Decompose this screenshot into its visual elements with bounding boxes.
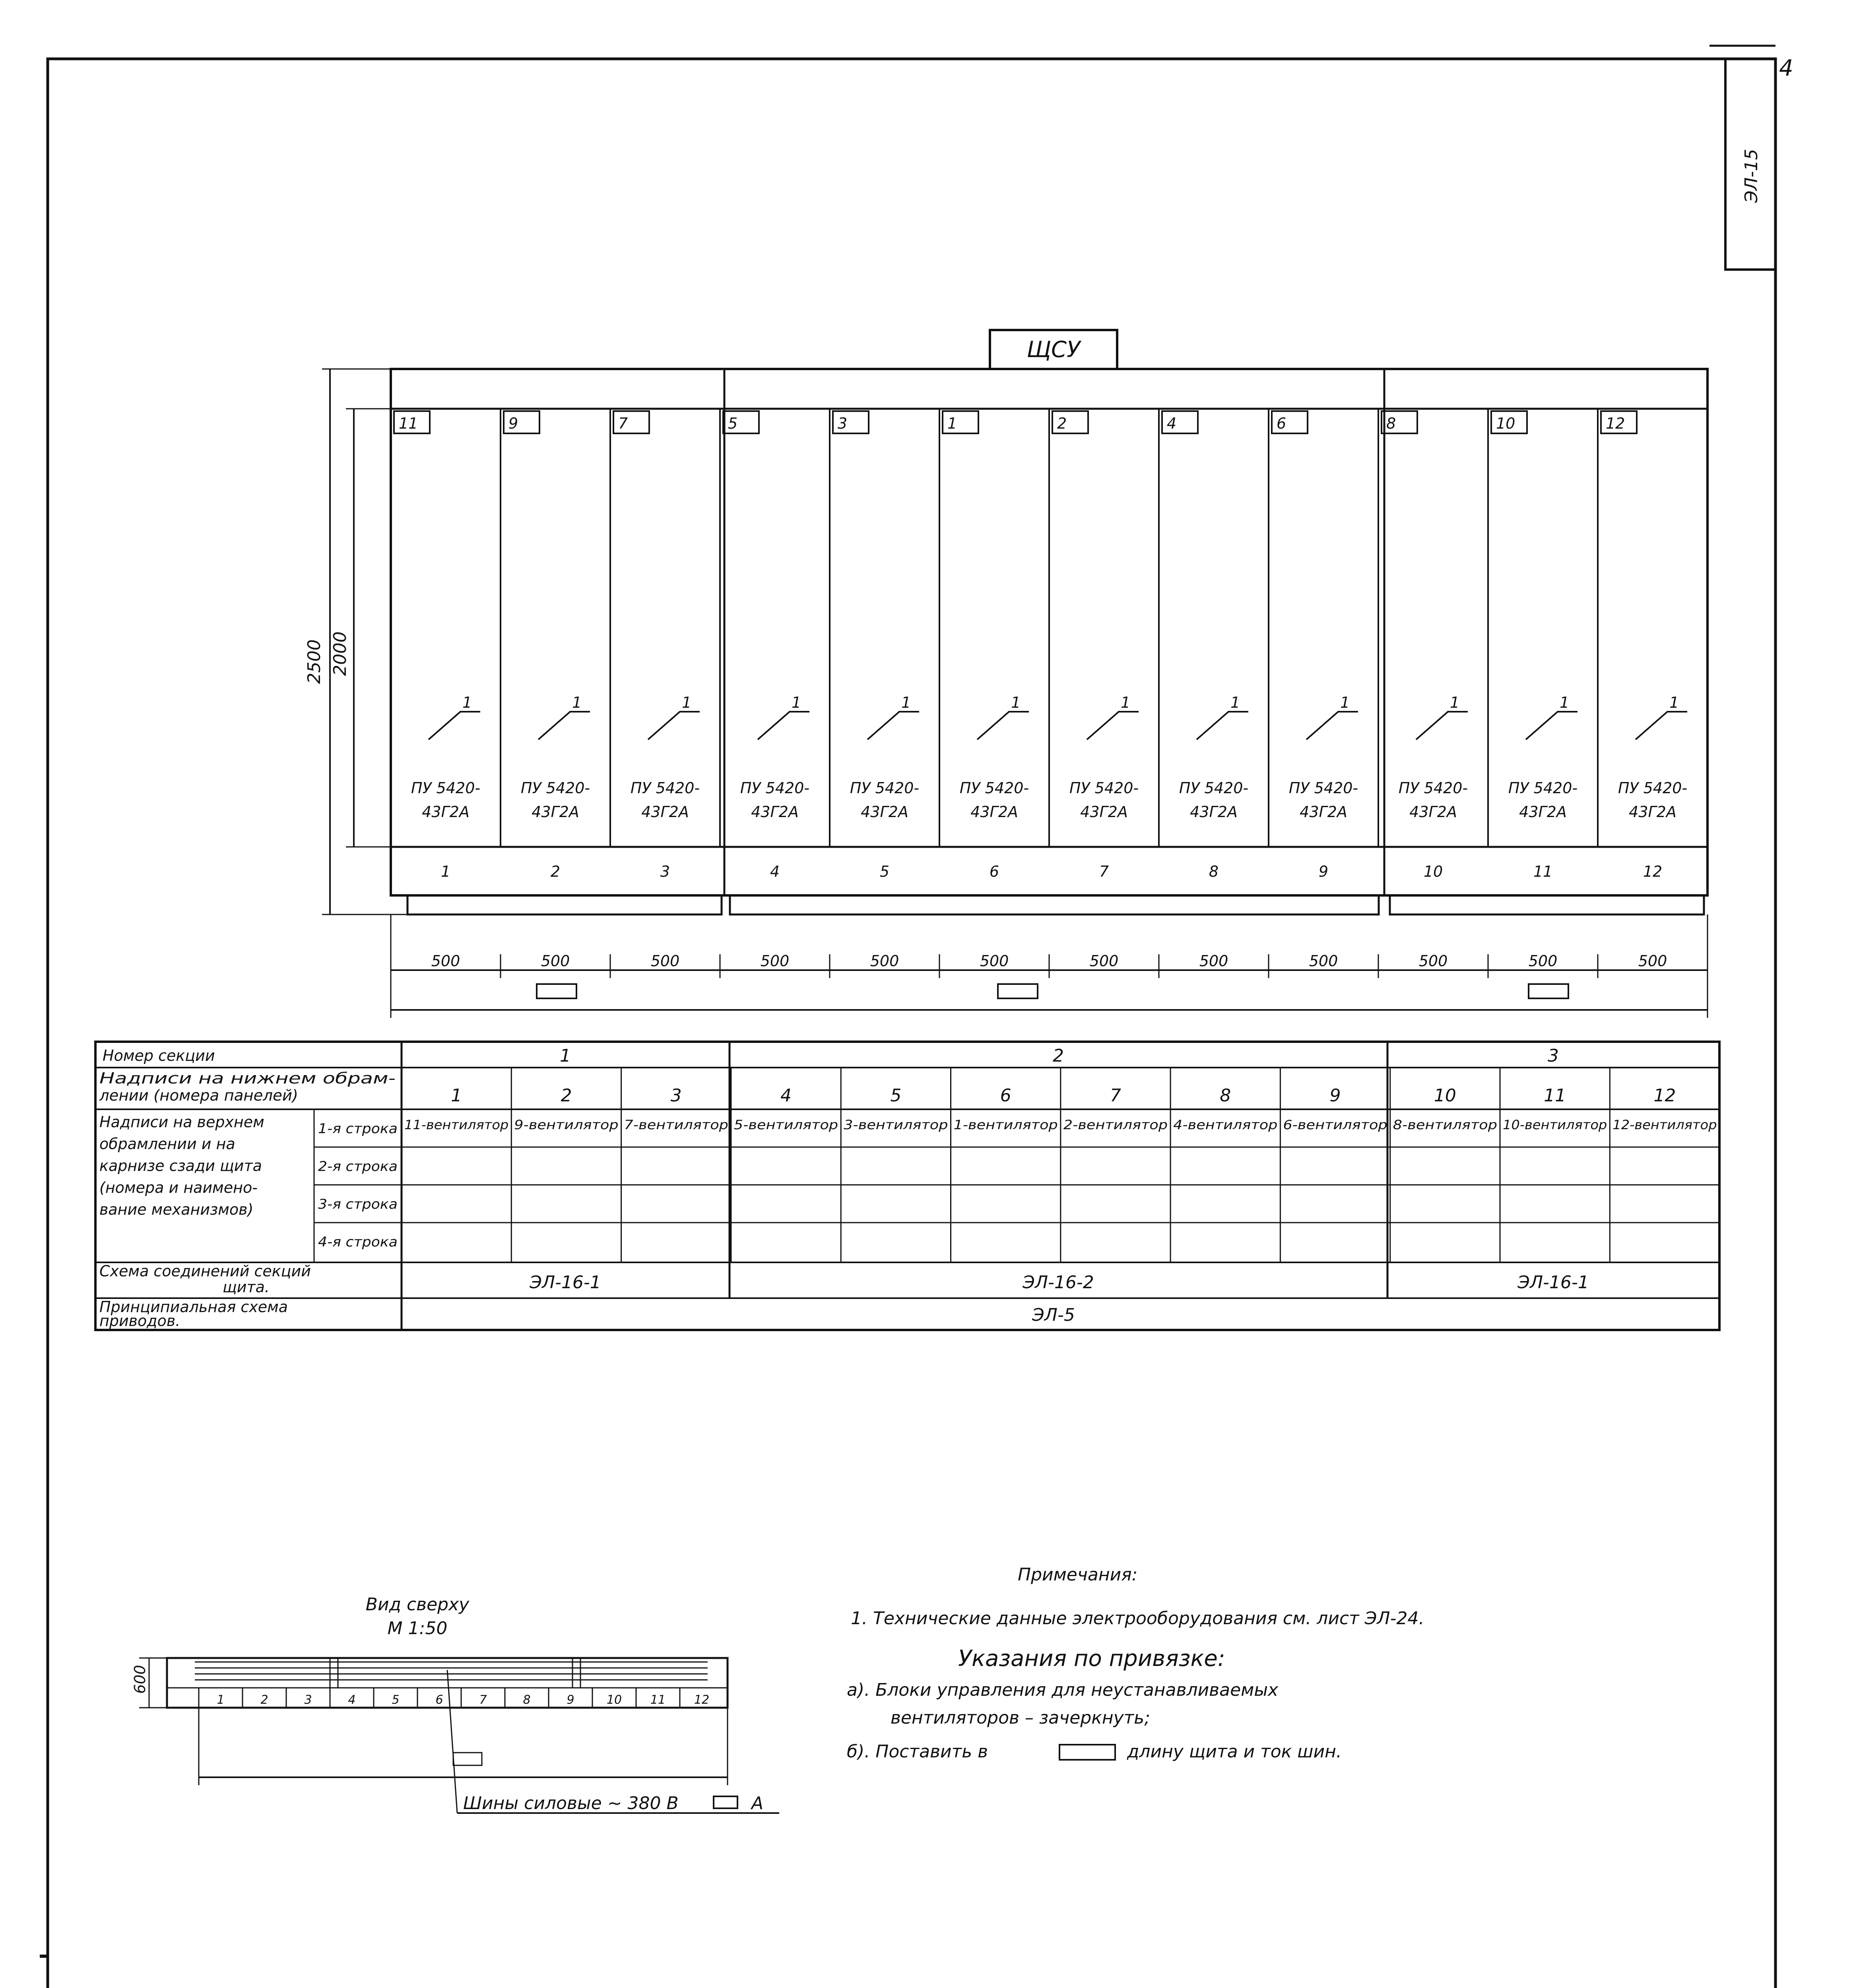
top-view-number: 4 — [348, 1693, 356, 1707]
note-1: 1. Технические данные электрооборудования см. лист ЭЛ-24. — [851, 1608, 1424, 1629]
panel-number: 12 — [1606, 415, 1625, 432]
section-bottom-number: 10 — [1423, 863, 1443, 880]
table-row-upper-frame — [99, 1113, 264, 1218]
upper-frame-row1: 5-вентилятор — [733, 1117, 838, 1132]
panel-columns — [394, 409, 1687, 880]
subrow-label: 1-я строка — [318, 1121, 398, 1137]
callout-leader — [1636, 712, 1687, 740]
front-view — [304, 330, 1708, 1018]
lower-frame-value: 12 — [1653, 1085, 1676, 1106]
device-label-2: 43Г2А — [1409, 803, 1457, 821]
callout-leader — [867, 712, 919, 740]
svg-text:обрамлении и на: обрамлении и на — [99, 1135, 235, 1153]
blank-dimension-box — [998, 984, 1038, 998]
device-label-2: 43Г2А — [1519, 803, 1567, 821]
lower-frame-value: 5 — [890, 1085, 902, 1106]
table-row-principal — [99, 1298, 288, 1330]
panel-name: ЩСУ — [1026, 337, 1081, 363]
panel-number: 4 — [1167, 415, 1177, 432]
callout-leader — [977, 712, 1029, 740]
svg-text:щита.: щита. — [223, 1278, 270, 1296]
top-view-number: 2 — [260, 1693, 268, 1707]
callout-number: 1 — [901, 694, 911, 711]
section-bottom-number: 1 — [440, 863, 451, 880]
dim-height-inner: 2000 — [330, 631, 350, 676]
width-dim: 500 — [760, 952, 790, 970]
corner-code: ЭЛ-15 — [1741, 149, 1762, 203]
top-view-number: 1 — [217, 1693, 225, 1707]
lower-frame-value: 6 — [1000, 1085, 1011, 1106]
subrow-label: 2-я строка — [318, 1159, 398, 1175]
top-view — [131, 1594, 779, 1813]
upper-frame-row1: 10-вентилятор — [1503, 1117, 1607, 1132]
section-bottom-number: 6 — [989, 863, 999, 880]
bus-letter: А — [751, 1793, 764, 1813]
top-view-number: 6 — [435, 1693, 443, 1707]
device-label-1: ПУ 5420- — [630, 779, 700, 797]
section-bottom-number: 3 — [660, 863, 670, 880]
section-bottom-number: 7 — [1099, 863, 1109, 880]
device-label-2: 43Г2А — [1080, 803, 1128, 821]
lower-frame-value: 2 — [561, 1085, 572, 1106]
top-view-number: 11 — [650, 1693, 666, 1707]
panel-number: 2 — [1057, 415, 1067, 432]
upper-frame-row1: 1-вентилятор — [953, 1117, 1058, 1132]
section-bottom-number: 4 — [770, 863, 780, 880]
callout-leader — [1526, 712, 1578, 740]
section-number: 1 — [560, 1046, 571, 1066]
lower-frame-value: 10 — [1434, 1085, 1456, 1106]
notes-title: Примечания: — [1018, 1565, 1138, 1585]
callout-number: 1 — [1669, 694, 1679, 711]
top-view-number: 5 — [392, 1693, 400, 1707]
subrow-label: 4-я строка — [318, 1234, 398, 1250]
top-view-numbers — [199, 1688, 709, 1708]
device-label-1: ПУ 5420- — [1288, 779, 1358, 797]
top-view-title: Вид сверху — [365, 1594, 470, 1615]
top-view-number: 7 — [479, 1693, 487, 1707]
lower-frame-value: 3 — [670, 1085, 682, 1106]
svg-text:Схема соединений секций: Схема соединений секций — [99, 1262, 311, 1280]
section-bottom-number: 12 — [1643, 863, 1663, 880]
section-number: 2 — [1053, 1046, 1064, 1066]
lower-frame-value: 9 — [1329, 1085, 1341, 1106]
callout-number: 1 — [1121, 694, 1131, 711]
width-dimensions — [391, 914, 1708, 1018]
blank-dimension-box — [537, 984, 576, 998]
lower-frame-value: 11 — [1544, 1085, 1566, 1106]
width-dim: 500 — [1638, 952, 1667, 970]
lower-frame-value: 4 — [780, 1085, 792, 1106]
connection-scheme: ЭЛ-16-1 — [1517, 1272, 1589, 1293]
top-view-number: 10 — [606, 1693, 622, 1707]
width-dim: 500 — [870, 952, 899, 970]
width-dim: 500 — [1089, 952, 1119, 970]
callout-leader — [1306, 712, 1358, 740]
sections-table — [95, 1042, 1719, 1330]
panel-number: 8 — [1386, 415, 1396, 432]
svg-text:лении (номера панелей): лении (номера панелей) — [99, 1087, 298, 1104]
callout-number: 1 — [1011, 694, 1021, 711]
device-label-2: 43Г2А — [970, 803, 1018, 821]
device-label-2: 43Г2А — [861, 803, 908, 821]
bus-label: Шины силовые ~ 380 В — [463, 1793, 679, 1813]
width-dim: 500 — [541, 952, 570, 970]
callout-number: 1 — [1560, 694, 1570, 711]
width-dim: 500 — [650, 952, 680, 970]
corner-code-box — [1725, 59, 1775, 270]
device-label-1: ПУ 5420- — [740, 779, 810, 797]
table-row-lower-frame — [99, 1070, 396, 1104]
callout-number: 1 — [462, 694, 472, 711]
upper-frame-row1: 9-вентилятор — [514, 1117, 619, 1132]
top-view-number: 12 — [694, 1693, 710, 1707]
notes — [847, 1565, 1424, 1762]
page-corner-number: 4 — [1779, 55, 1793, 81]
note-b-after: длину щита и ток шин. — [1127, 1741, 1342, 1762]
svg-text:приводов.: приводов. — [99, 1312, 180, 1330]
width-dim: 500 — [1418, 952, 1448, 970]
device-label-2: 43Г2А — [532, 803, 579, 821]
device-label-2: 43Г2А — [1300, 803, 1347, 821]
device-label-2: 43Г2А — [1629, 803, 1676, 821]
width-dim: 500 — [1528, 952, 1558, 970]
callout-number: 1 — [682, 694, 692, 711]
callout-leader — [429, 712, 480, 740]
device-label-1: ПУ 5420- — [1179, 779, 1249, 797]
width-dim: 500 — [980, 952, 1009, 970]
callout-number: 1 — [1450, 694, 1460, 711]
blank-length-box — [1059, 1745, 1115, 1760]
upper-frame-row1: 8-вентилятор — [1393, 1117, 1498, 1132]
width-dim: 500 — [431, 952, 460, 970]
section-bottom-number: 2 — [550, 863, 561, 880]
svg-text:вание механизмов): вание механизмов) — [99, 1201, 254, 1218]
device-label-2: 43Г2А — [422, 803, 470, 821]
svg-text:Надписи на нижнем обрам-: Надписи на нижнем обрам- — [99, 1070, 396, 1087]
callout-leader — [648, 712, 700, 740]
section-bottom-number: 8 — [1209, 863, 1219, 880]
svg-text:Надписи на верхнем: Надписи на верхнем — [99, 1113, 264, 1131]
section-bottom-number: 5 — [879, 863, 890, 880]
section-bottom-number: 9 — [1318, 863, 1329, 880]
device-label-1: ПУ 5420- — [959, 779, 1029, 797]
upper-frame-row1: 11-вентилятор — [404, 1117, 509, 1132]
panel-number: 10 — [1496, 415, 1515, 432]
top-view-number: 3 — [304, 1693, 312, 1707]
section-number: 3 — [1548, 1046, 1559, 1066]
width-dim: 500 — [1309, 952, 1338, 970]
device-label-1: ПУ 5420- — [850, 779, 920, 797]
device-label-2: 43Г2А — [751, 803, 799, 821]
callout-number: 1 — [1230, 694, 1240, 711]
upper-frame-row1: 3-вентилятор — [844, 1117, 948, 1132]
device-label-1: ПУ 5420- — [1398, 779, 1468, 797]
binding-title: Указания по привязке: — [958, 1646, 1225, 1672]
svg-text:(номера и наимено-: (номера и наимено- — [99, 1179, 258, 1196]
dim-height-total: 2500 — [304, 639, 324, 684]
top-view-number: 8 — [523, 1693, 531, 1707]
section-bottom-number: 11 — [1533, 863, 1553, 880]
callout-leader — [538, 712, 590, 740]
device-label-2: 43Г2А — [1190, 803, 1238, 821]
svg-text:Принципиальная схема: Принципиальная схема — [99, 1298, 288, 1316]
device-label-2: 43Г2А — [641, 803, 689, 821]
upper-frame-row1: 2-вентилятор — [1063, 1117, 1168, 1132]
callout-number: 1 — [1340, 694, 1350, 711]
upper-frame-row1: 7-вентилятор — [624, 1117, 728, 1132]
svg-text:карнизе сзади щита: карнизе сзади щита — [99, 1157, 262, 1175]
callout-leader — [1416, 712, 1468, 740]
table-row-connection — [99, 1262, 311, 1296]
panel-number: 6 — [1277, 415, 1286, 432]
note-a-line1: а). Блоки управления для неустанавливаемых — [847, 1680, 1279, 1700]
top-view-scale: М 1:50 — [387, 1618, 448, 1639]
device-label-1: ПУ 5420- — [1069, 779, 1139, 797]
callout-leader — [1197, 712, 1248, 740]
principal-value: ЭЛ-5 — [1032, 1305, 1075, 1325]
device-label-1: ПУ 5420- — [411, 779, 481, 797]
panel-number: 5 — [728, 415, 738, 432]
panel-number: 9 — [508, 415, 518, 432]
panel-number: 11 — [399, 415, 418, 432]
callout-leader — [758, 712, 809, 740]
blank-dimension-box — [1529, 984, 1568, 998]
panel-number: 7 — [618, 415, 628, 432]
panel-number: 1 — [947, 415, 957, 432]
connection-scheme: ЭЛ-16-2 — [1023, 1272, 1094, 1293]
connection-scheme: ЭЛ-16-1 — [530, 1272, 601, 1293]
callout-number: 1 — [572, 694, 582, 711]
callout-number: 1 — [792, 694, 801, 711]
lower-frame-value: 7 — [1110, 1085, 1121, 1106]
top-view-number: 9 — [567, 1693, 574, 1707]
top-view-dim: 600 — [131, 1665, 149, 1694]
lower-frame-value: 1 — [451, 1085, 462, 1106]
panel-number: 3 — [838, 415, 848, 432]
table-row-section: Номер секции — [103, 1047, 215, 1064]
note-a-line2: вентиляторов – зачеркнуть; — [891, 1708, 1151, 1728]
width-dim: 500 — [1199, 952, 1228, 970]
upper-frame-row1: 4-вентилятор — [1173, 1117, 1278, 1132]
upper-frame-row1: 12-вентилятор — [1612, 1117, 1717, 1132]
device-label-1: ПУ 5420- — [520, 779, 590, 797]
note-b-before: б). Поставить в — [847, 1741, 988, 1762]
device-label-1: ПУ 5420- — [1618, 779, 1688, 797]
device-label-1: ПУ 5420- — [1508, 779, 1578, 797]
subrow-label: 3-я строка — [318, 1196, 398, 1212]
lower-frame-value: 8 — [1220, 1085, 1231, 1106]
callout-leader — [1087, 712, 1139, 740]
top-view-bars — [195, 1658, 708, 1688]
upper-frame-row1: 6-вентилятор — [1283, 1117, 1387, 1132]
